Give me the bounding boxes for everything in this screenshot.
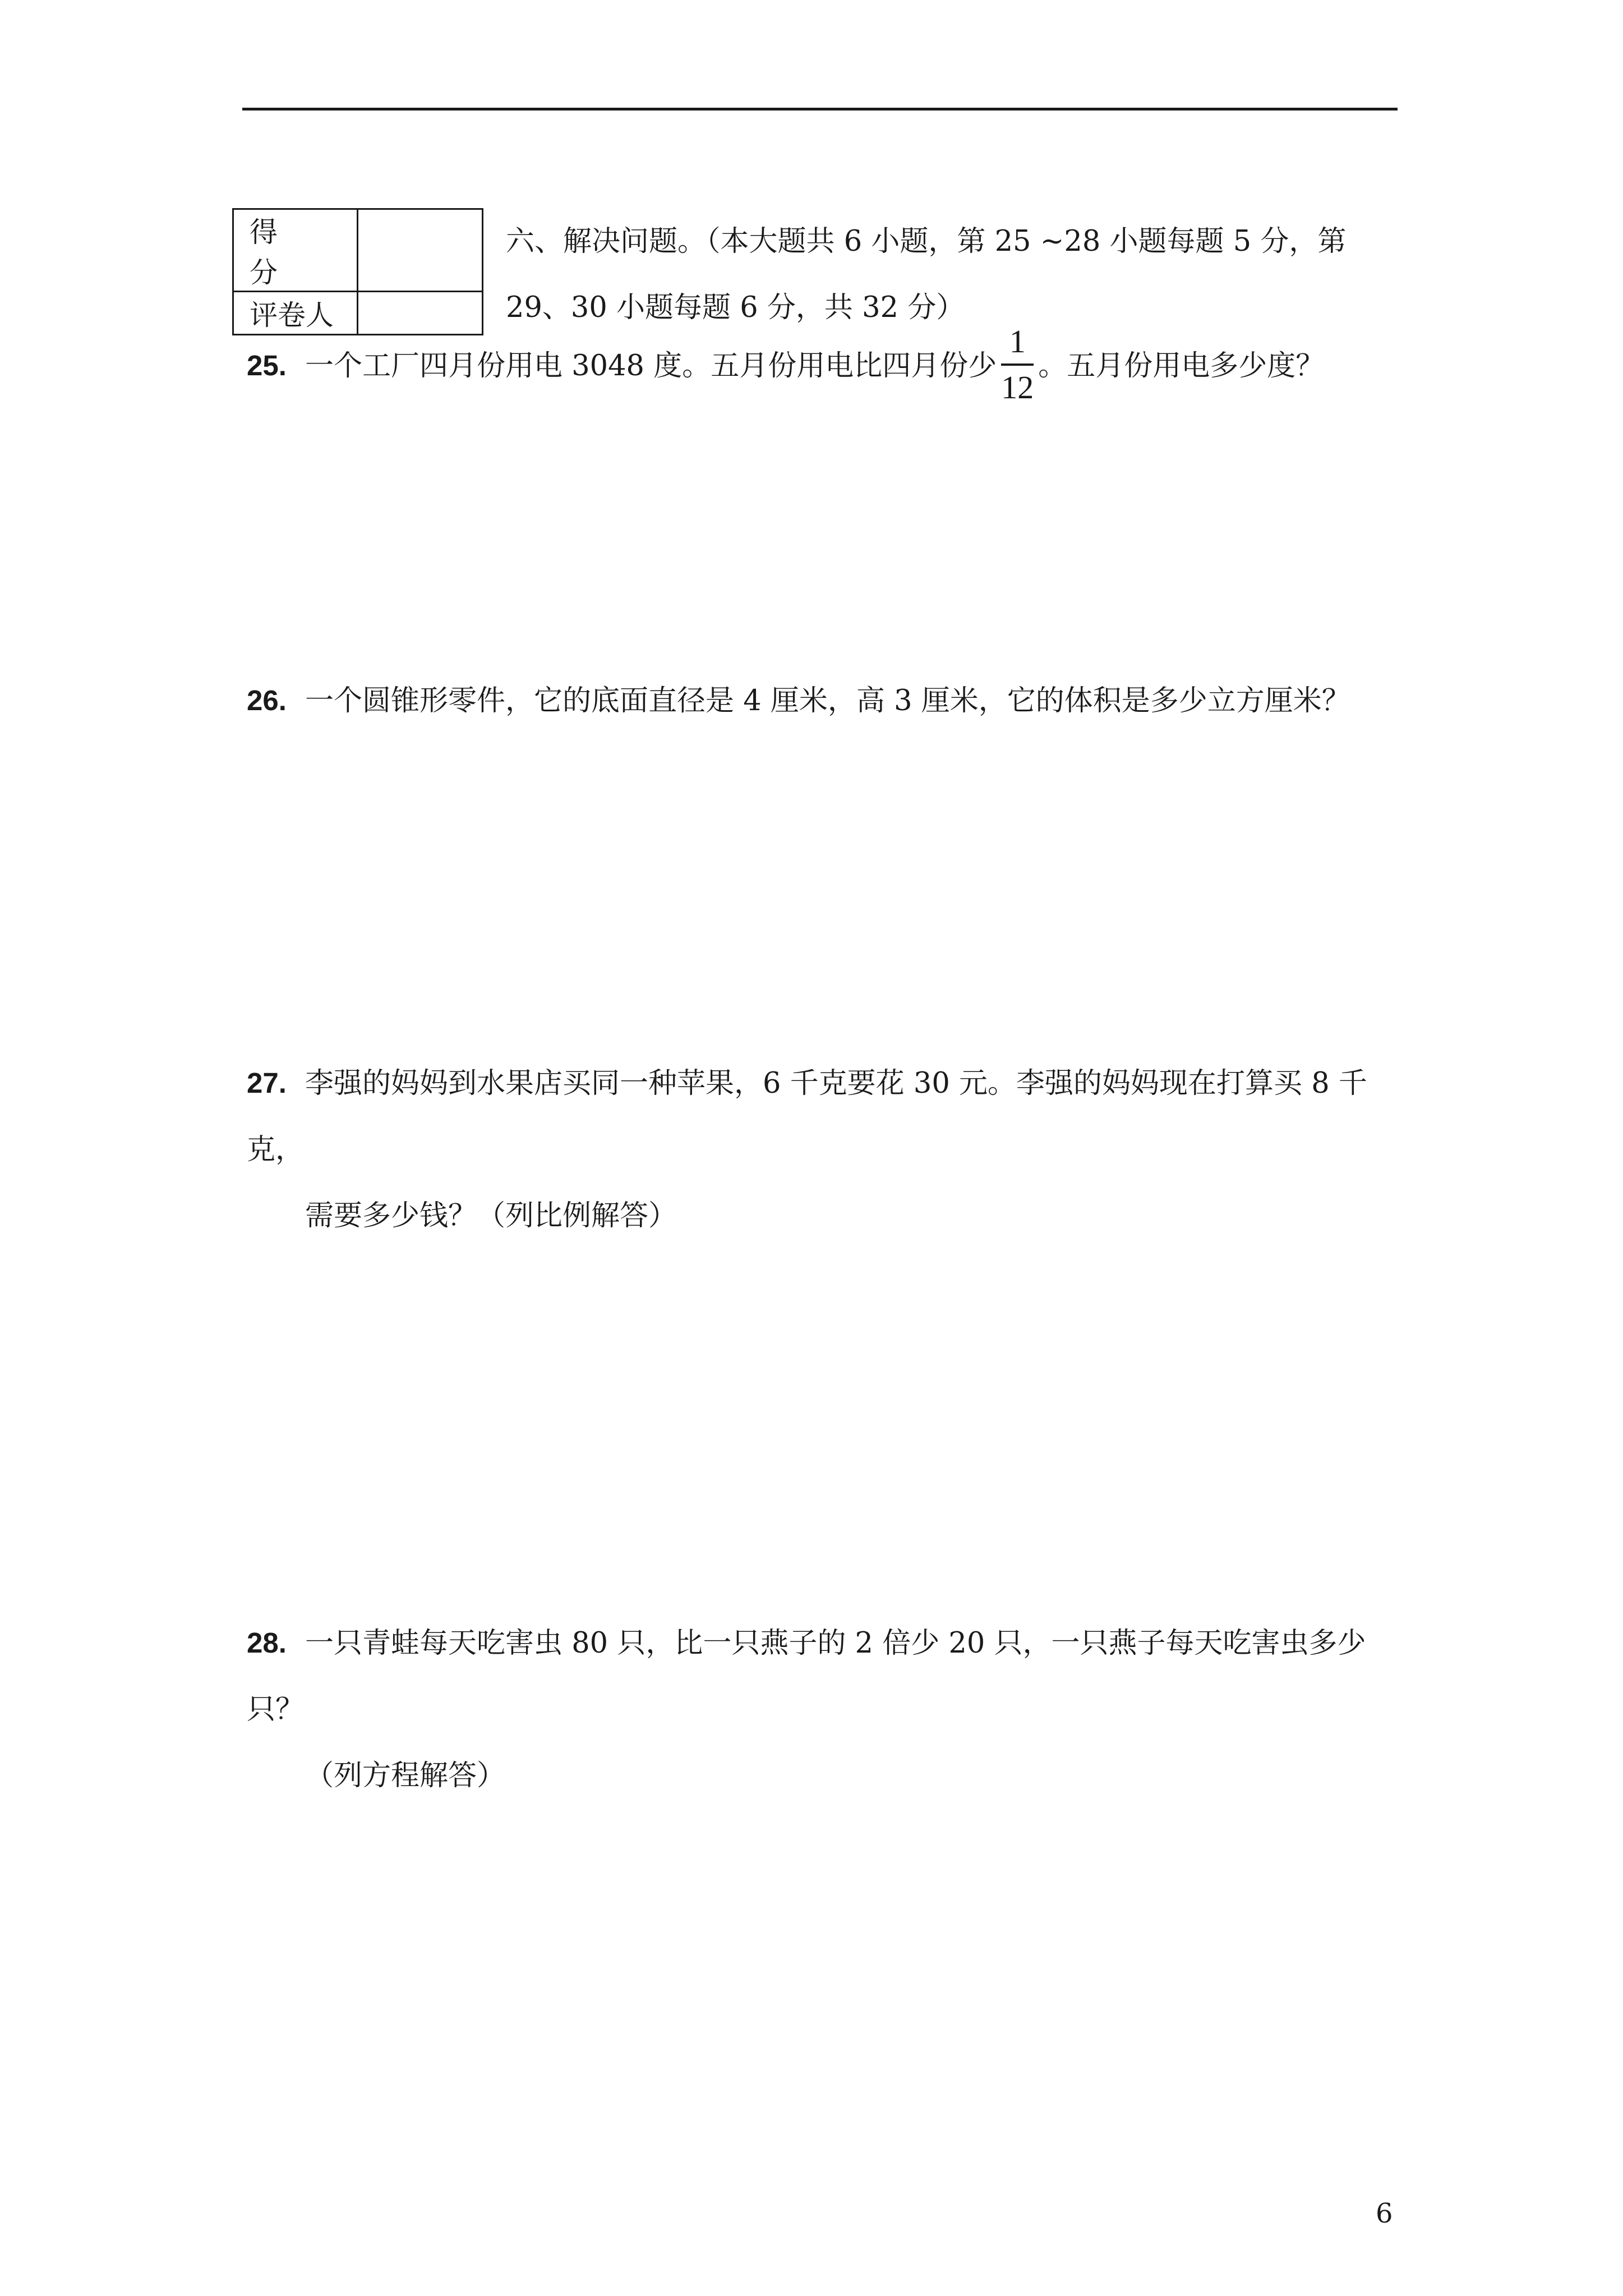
page-number: 6 xyxy=(1376,2198,1393,2229)
score-label-cell xyxy=(233,209,358,292)
question-text-line2: 需要多少钱？（列比例解答） xyxy=(305,1199,677,1232)
question-27 xyxy=(247,1050,1413,1249)
question-text-line1: 一只青蛙每天吃害虫 80 只，比一只燕子的 2 倍少 20 只，一只燕子每天吃害虫多少只？ xyxy=(247,1627,1366,1726)
score-value-cell[interactable] xyxy=(358,209,483,292)
question-number: 25. xyxy=(247,349,287,381)
fraction xyxy=(1001,325,1034,404)
grader-value-cell[interactable] xyxy=(358,292,483,335)
score-row xyxy=(233,209,483,292)
question-number: 28. xyxy=(247,1627,287,1659)
question-text: 一个工厂四月份用电 3048 度。五月份用电比四月份少 xyxy=(305,349,997,383)
question-28 xyxy=(247,1610,1413,1809)
header-rule xyxy=(242,108,1398,111)
score-label: 得分 xyxy=(250,216,307,289)
fraction-numerator: 1 xyxy=(1001,325,1034,366)
score-table xyxy=(232,208,483,335)
question-number: 27. xyxy=(247,1067,287,1099)
fraction-denominator: 12 xyxy=(1001,369,1034,406)
question-text-line2: （列方程解答） xyxy=(305,1759,506,1792)
grader-label-cell xyxy=(233,292,358,335)
question-number: 26. xyxy=(247,684,287,716)
question-text-end: 。五月份用电多少度？ xyxy=(1038,349,1325,383)
grader-row xyxy=(233,292,483,335)
question-text-line1: 李强的妈妈到水果店买同一种苹果，6 千克要花 30 元。李强的妈妈现在打算买 8 千克， xyxy=(247,1067,1367,1166)
question-text: 一个圆锥形零件，它的底面直径是 4 厘米，高 3 厘米，它的体积是多少立方厘米？ xyxy=(305,684,1350,717)
grader-label: 评卷人 xyxy=(250,299,334,332)
question-26 xyxy=(247,668,1413,734)
question-25 xyxy=(247,323,1413,407)
section-heading: 六、解决问题。（本大题共 6 小题，第 25 ~28 小题每题 5 分，第 29、30 小题每题 6 分，共 32 分） xyxy=(506,225,1347,324)
